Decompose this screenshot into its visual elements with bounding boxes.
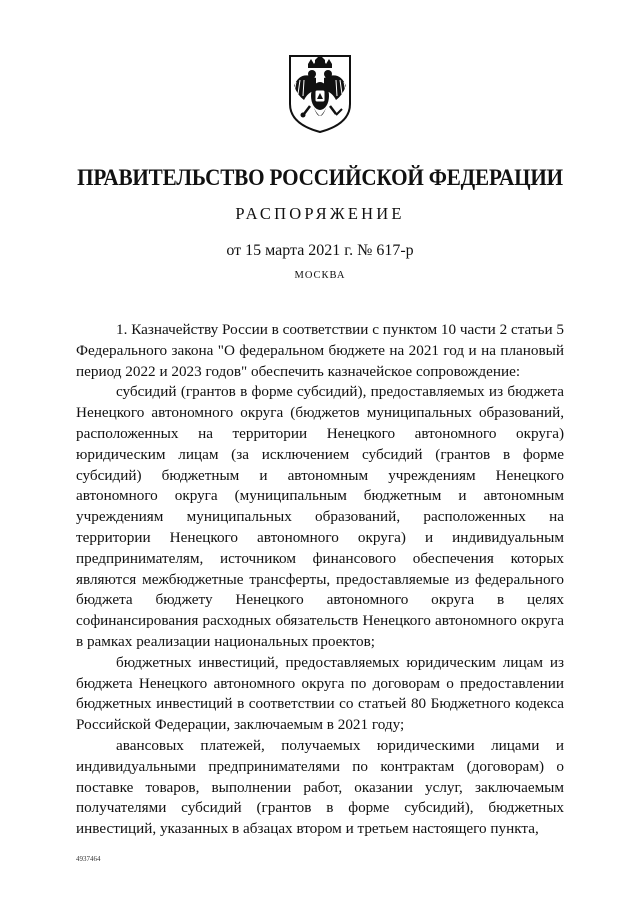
paragraph-4: авансовых платежей, получаемых юридическими лицами и индивидуальными предпринимателями по контрактам (договорам) о поставке товаров, выполнении работ, оказании услуг, заключаемым получателями субсидий (грантов в форме субсидий), бюджетных инвестиций, указанных в абзацах втором и третьем настоящего пункта, [76, 736, 564, 838]
document-body [76, 320, 564, 840]
document-date-number: от 15 марта 2021 г. № 617-р [226, 242, 414, 259]
document-type: РАСПОРЯЖЕНИЕ [235, 204, 405, 223]
paragraph-2: субсидий (грантов в форме субсидий), предоставляемых из бюджета Ненецкого автономного округа (бюджетов муниципальных образований, расположенных на территории Ненецкого автономного округа) юридическим лицам (за исключением субсидий (грантов в форме субсидий) бюджетным и автономным учреждениям Ненецкого автономного округа (муниципальным бюджетным и автономным учреждениям муниципальных образований, расположенных на территории Ненецкого автономного округа) и индивидуальным предпринимателям, источником финансового обеспечения которых являются межбюджетные трансферты, предоставляемые из федерального бюджета бюджету Ненецкого автономного округа в целях софинансирования расходных обязательств Ненецкого автономного округа в рамках реализации национальных проектов; [76, 383, 564, 650]
footer-document-code: 4937464 [76, 855, 101, 863]
government-title: ПРАВИТЕЛЬСТВО РОССИЙСКОЙ ФЕДЕРАЦИИ [77, 165, 563, 190]
russian-coat-of-arms-icon [286, 52, 354, 134]
paragraph-1: 1. Казначейству России в соответствии с пунктом 10 части 2 статьи 5 Федерального закона "О федеральном бюджете на 2021 год и на плановый период 2022 и 2023 годов" обеспечить казначейское сопровождение: [76, 321, 564, 380]
document-city: МОСКВА [294, 270, 346, 281]
paragraph-3: бюджетных инвестиций, предоставляемых юридическим лицам из бюджета Ненецкого автономного округа по договорам о предоставлении бюджетных инвестиций в соответствии со статьей 80 Бюджетного кодекса Российской Федерации, заключаемым в 2021 году; [76, 653, 564, 734]
